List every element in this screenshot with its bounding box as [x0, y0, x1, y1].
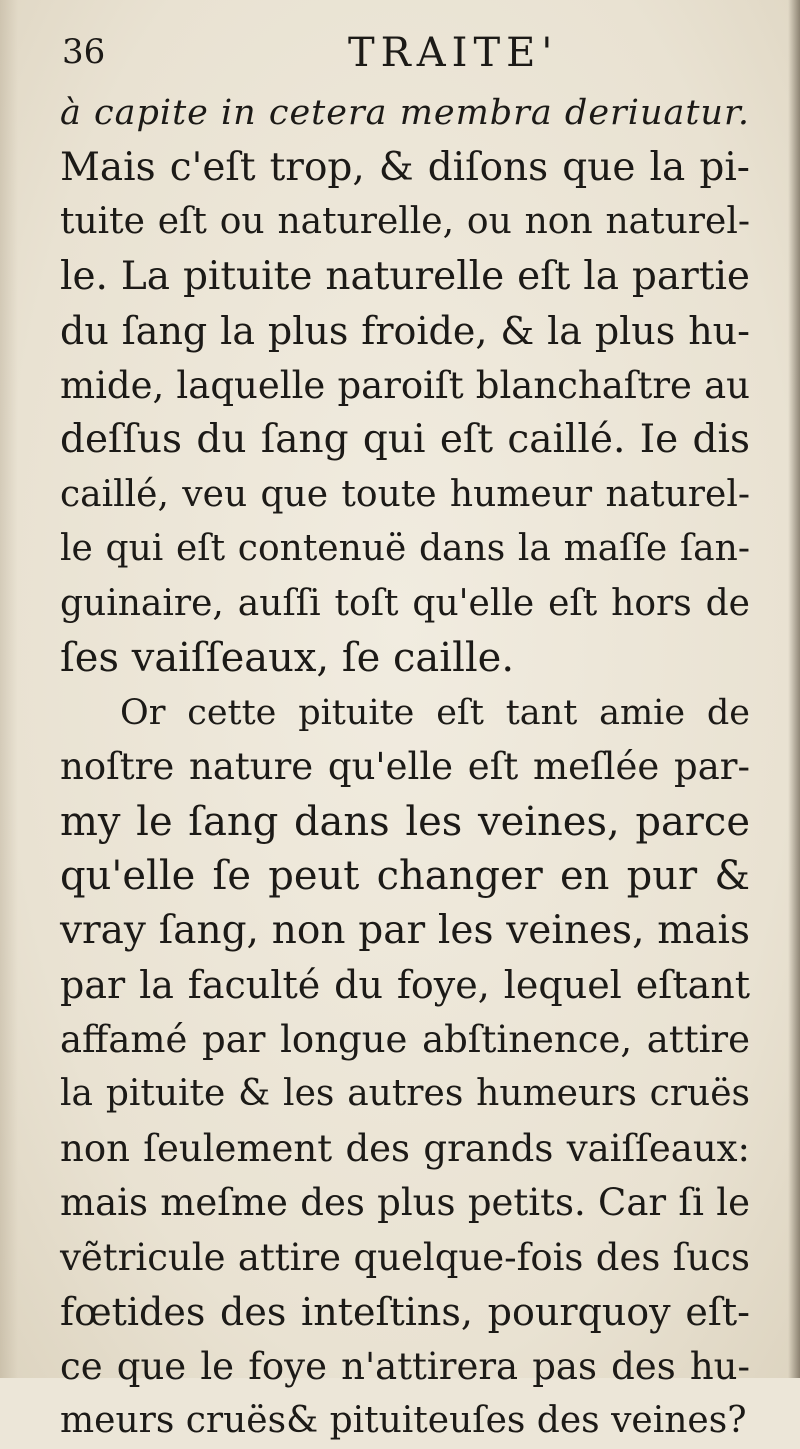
text-line: tuite eſt ou naturelle, ou non naturel-	[60, 201, 750, 242]
text-line: meurs cruës& pituiteuſes des veines?	[60, 1400, 747, 1441]
text-line: vẽtricule attire quelque-fois des ſucs	[60, 1235, 750, 1279]
text-line: le qui eſt contenuë dans la maſſe ſan-	[60, 528, 750, 569]
text-line: par la faculté du foye, lequel eſtant	[60, 963, 750, 1007]
text-line: fœtides des inteſtins, pourquoy eſt-	[60, 1290, 750, 1334]
page-gutter-shadow	[0, 0, 18, 1378]
text-line: caillé, veu que toute humeur naturel-	[60, 473, 750, 515]
text-line: vray ſang, non par les veines, mais	[60, 907, 750, 953]
page-edge-shadow	[788, 0, 800, 1378]
running-title: TRAITE'	[348, 30, 559, 76]
text-line: ce que le foye n'attirera pas des hu-	[60, 1344, 750, 1388]
text-line: la pituite & les autres humeurs cruës	[60, 1073, 750, 1114]
text-line: ſes vaiſſeaux, ſe caille.	[60, 635, 515, 681]
text-line: à capite in cetera membra deriuatur.	[60, 93, 750, 133]
text-line: mais meſme des plus petits. Car ſi le	[60, 1181, 750, 1224]
text-line: Or cette pituite eſt tant amie de	[120, 692, 750, 733]
body-text	[60, 86, 750, 1449]
text-line: affamé par longue abſtinence, attire	[60, 1017, 750, 1061]
text-line: qu'elle ſe peut changer en pur &	[60, 853, 750, 899]
text-line: du ſang la plus froide, & la plus hu-	[60, 309, 750, 353]
page-number: 36	[62, 32, 106, 72]
page-header	[60, 30, 750, 80]
text-line: le. La pituite naturelle eſt la partie	[60, 253, 750, 299]
text-line: guinaire, auſſi toſt qu'elle eſt hors de	[60, 582, 750, 624]
text-line: deſſus du ſang qui eſt caillé. Ie dis	[60, 417, 750, 462]
text-line: non ſeulement des grands vaiſſeaux:	[60, 1126, 750, 1170]
text-line: my le ſang dans les veines, parce	[60, 798, 750, 845]
text-line: mide, laquelle paroiſt blanchaſtre au	[60, 363, 750, 407]
text-line: Mais c'eſt trop, & diſons que la pi-	[60, 144, 750, 190]
text-line: noſtre nature qu'elle eſt meſlée par-	[60, 745, 750, 788]
